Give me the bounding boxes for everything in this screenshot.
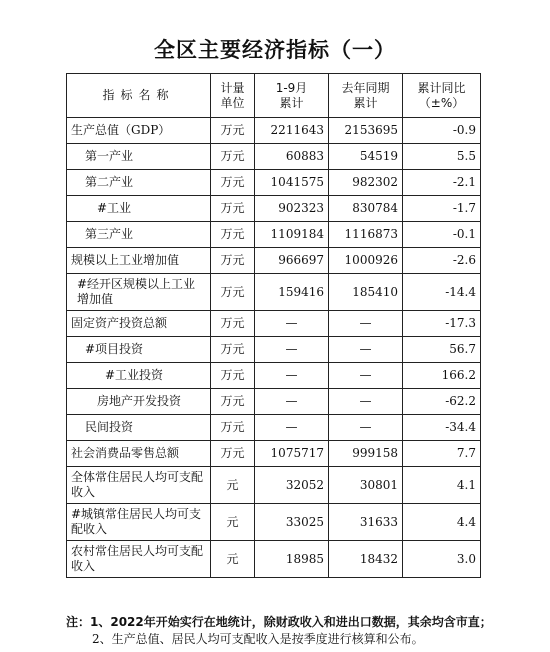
row-growth: 4.4: [403, 504, 481, 541]
row-growth: -2.6: [403, 248, 481, 274]
row-last-year: 1116873: [329, 222, 403, 248]
row-growth: -17.3: [403, 311, 481, 337]
row-name: 房地产开发投资: [67, 389, 211, 415]
row-current: 902323: [255, 196, 329, 222]
header-last-year: 去年同期 累计: [329, 74, 403, 118]
row-unit: 万元: [211, 415, 255, 441]
row-name: 社会消费品零售总额: [67, 441, 211, 467]
row-unit: 万元: [211, 363, 255, 389]
row-name: 生产总值（GDP）: [67, 118, 211, 144]
table-row: [67, 467, 481, 504]
row-name: 农村常住居民人均可支配收入: [67, 541, 211, 578]
row-growth: 56.7: [403, 337, 481, 363]
row-unit: 万元: [211, 118, 255, 144]
table-row: [67, 311, 481, 337]
table-row: [67, 541, 481, 578]
footnote: [66, 614, 546, 648]
row-growth: -1.7: [403, 196, 481, 222]
table-row: [67, 363, 481, 389]
footnote-line-1: 注：1、2022年开始实行在地统计，除财政收入和进出口数据，其余均含市直；: [66, 615, 492, 629]
row-last-year: 999158: [329, 441, 403, 467]
row-unit: 万元: [211, 196, 255, 222]
row-name: 全体常住居民人均可支配收入: [67, 467, 211, 504]
row-growth: 4.1: [403, 467, 481, 504]
row-name: 第一产业: [67, 144, 211, 170]
row-current: 33025: [255, 504, 329, 541]
row-current: 159416: [255, 274, 329, 311]
row-last-year: 31633: [329, 504, 403, 541]
table-row: [67, 170, 481, 196]
page-title: 全区主要经济指标（一）: [154, 38, 396, 62]
row-current: —: [255, 415, 329, 441]
row-growth: 5.5: [403, 144, 481, 170]
row-name: 固定资产投资总额: [67, 311, 211, 337]
row-unit: 万元: [211, 337, 255, 363]
table-header: [67, 74, 481, 118]
row-name: #工业投资: [67, 363, 211, 389]
row-unit: 万元: [211, 248, 255, 274]
row-last-year: 830784: [329, 196, 403, 222]
row-last-year: 54519: [329, 144, 403, 170]
table-row: [67, 415, 481, 441]
table-row: [67, 337, 481, 363]
row-name: #工业: [67, 196, 211, 222]
row-unit: 万元: [211, 274, 255, 311]
row-last-year: 18432: [329, 541, 403, 578]
row-name: 民间投资: [67, 415, 211, 441]
row-current: 2211643: [255, 118, 329, 144]
row-growth: -0.1: [403, 222, 481, 248]
header-name: 指标名称: [67, 74, 211, 118]
row-unit: 万元: [211, 170, 255, 196]
row-last-year: 185410: [329, 274, 403, 311]
row-growth: 166.2: [403, 363, 481, 389]
row-current: 1109184: [255, 222, 329, 248]
row-last-year: 1000926: [329, 248, 403, 274]
table-row: [67, 118, 481, 144]
row-last-year: 2153695: [329, 118, 403, 144]
row-current: 1041575: [255, 170, 329, 196]
row-growth: 7.7: [403, 441, 481, 467]
row-name: 第三产业: [67, 222, 211, 248]
table-body: [67, 118, 481, 578]
row-current: —: [255, 337, 329, 363]
row-current: 966697: [255, 248, 329, 274]
row-last-year: 982302: [329, 170, 403, 196]
row-unit: 万元: [211, 311, 255, 337]
indicator-table: [66, 73, 481, 578]
row-name: #经开区规模以上工业增加值: [67, 274, 211, 311]
row-current: 1075717: [255, 441, 329, 467]
table-row: [67, 441, 481, 467]
row-unit: 万元: [211, 389, 255, 415]
row-current: 18985: [255, 541, 329, 578]
row-name: 规模以上工业增加值: [67, 248, 211, 274]
table-row: [67, 504, 481, 541]
row-current: 60883: [255, 144, 329, 170]
row-growth: -2.1: [403, 170, 481, 196]
header-current: 1-9月 累计: [255, 74, 329, 118]
row-current: —: [255, 363, 329, 389]
row-unit: 元: [211, 541, 255, 578]
table-row: [67, 196, 481, 222]
row-last-year: 30801: [329, 467, 403, 504]
table-row: [67, 248, 481, 274]
row-unit: 元: [211, 467, 255, 504]
row-growth: -62.2: [403, 389, 481, 415]
row-name: #城镇常住居民人均可支配收入: [67, 504, 211, 541]
row-current: —: [255, 389, 329, 415]
row-unit: 万元: [211, 441, 255, 467]
row-growth: -0.9: [403, 118, 481, 144]
header-unit: 计量 单位: [211, 74, 255, 118]
row-growth: 3.0: [403, 541, 481, 578]
row-current: 32052: [255, 467, 329, 504]
table-row: [67, 274, 481, 311]
row-unit: 万元: [211, 222, 255, 248]
row-unit: 元: [211, 504, 255, 541]
table-row: [67, 389, 481, 415]
row-name: 第二产业: [67, 170, 211, 196]
footnote-line-2: 2、生产总值、居民人均可支配收入是按季度进行核算和公布。: [92, 632, 424, 646]
row-last-year: —: [329, 363, 403, 389]
row-growth: -34.4: [403, 415, 481, 441]
header-growth: 累计同比 （±%）: [403, 74, 481, 118]
table-row: [67, 222, 481, 248]
row-name: #项目投资: [67, 337, 211, 363]
row-last-year: —: [329, 389, 403, 415]
table-row: [67, 144, 481, 170]
row-last-year: —: [329, 415, 403, 441]
row-current: —: [255, 311, 329, 337]
row-last-year: —: [329, 311, 403, 337]
row-growth: -14.4: [403, 274, 481, 311]
row-last-year: —: [329, 337, 403, 363]
row-unit: 万元: [211, 144, 255, 170]
